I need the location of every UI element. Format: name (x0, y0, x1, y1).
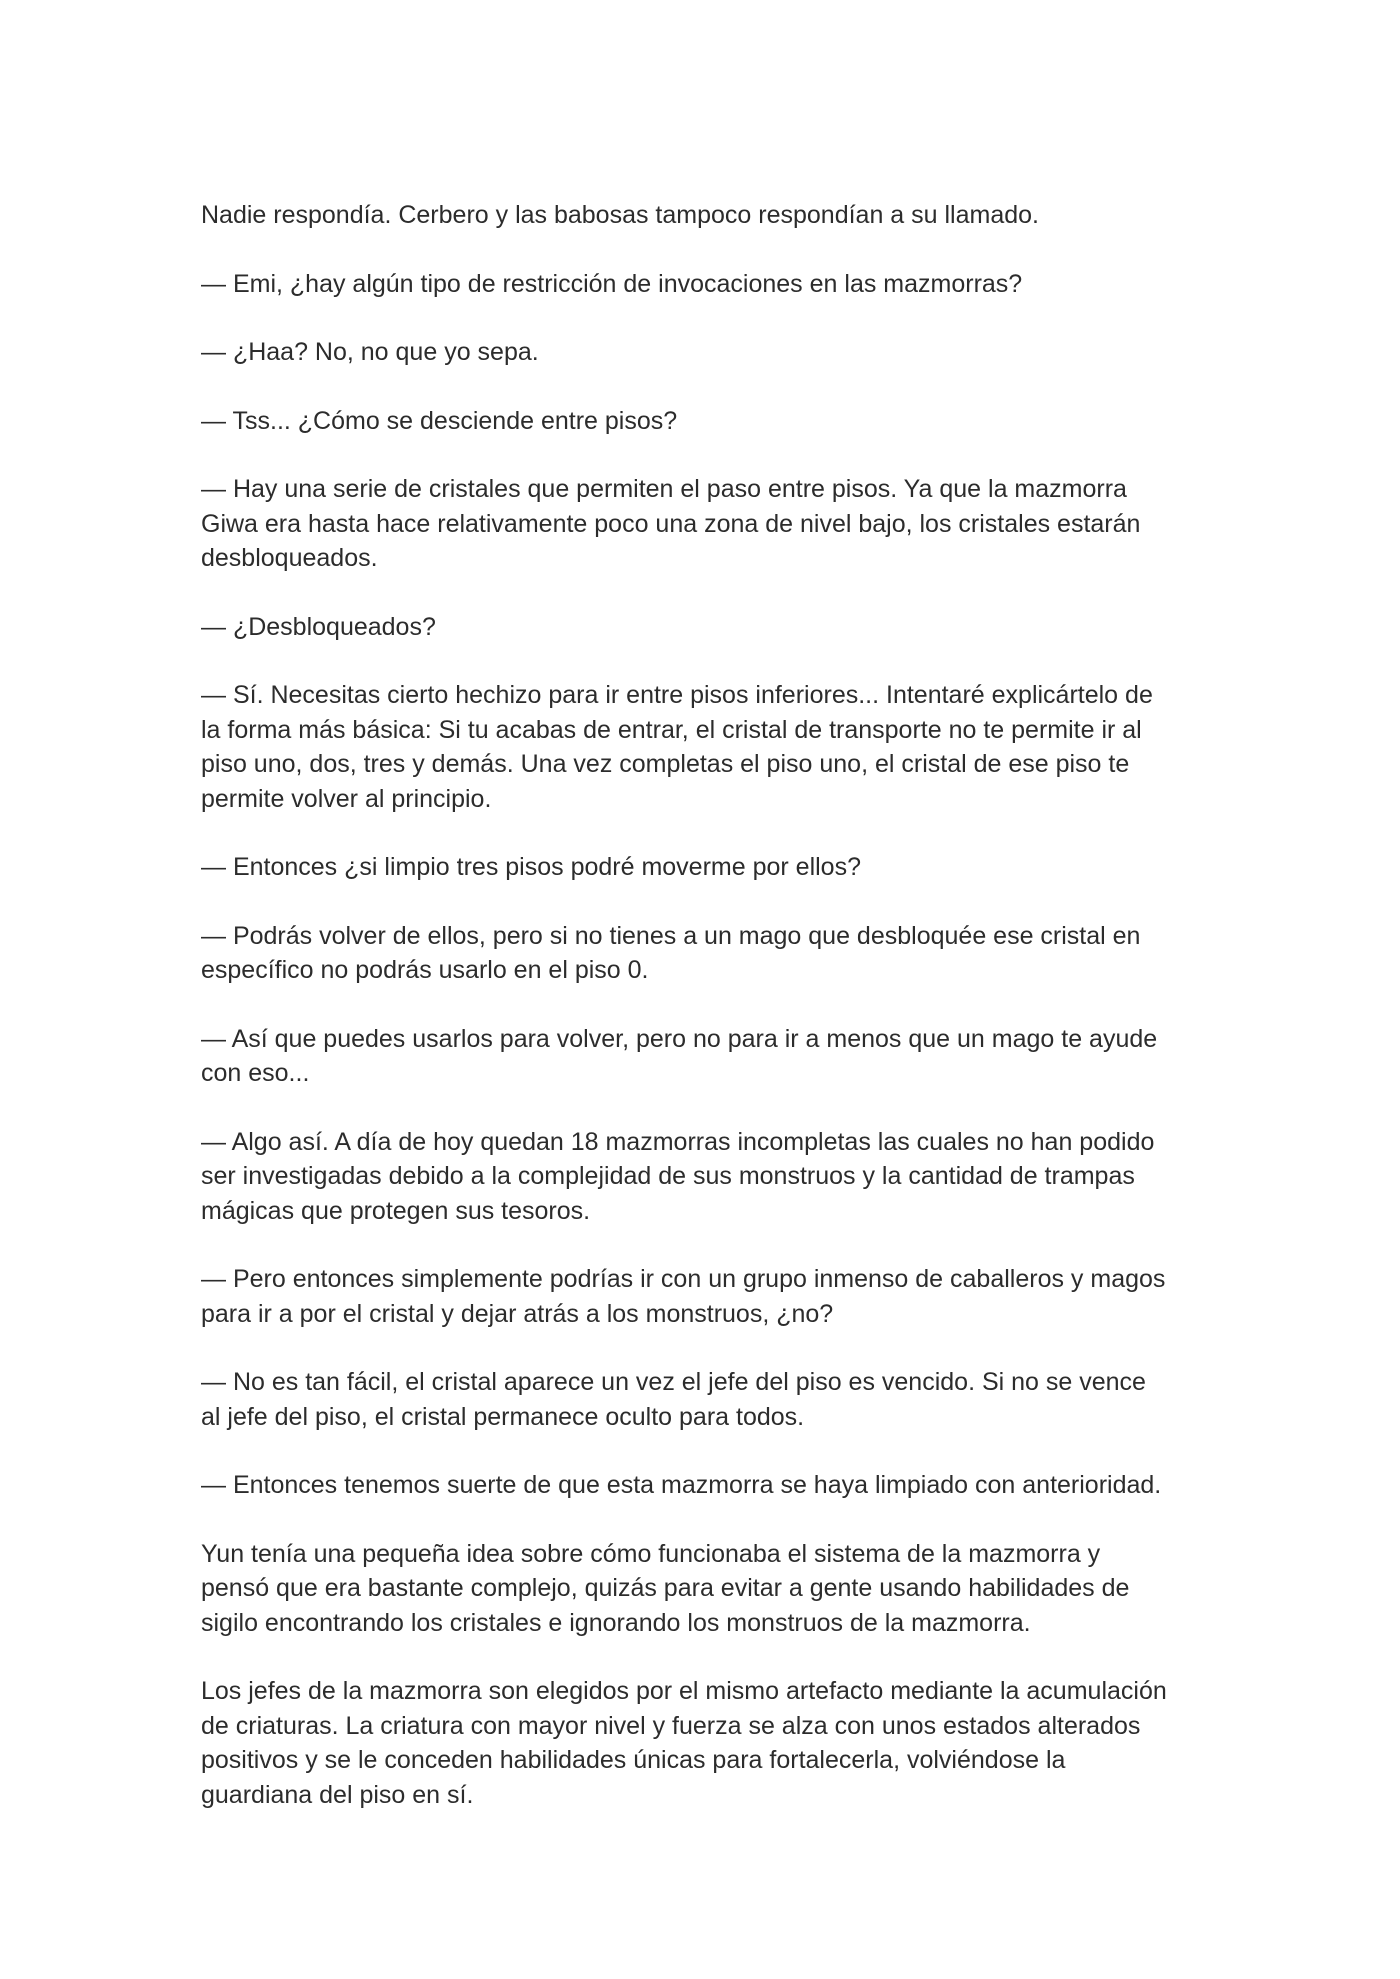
paragraph-dialogue: — Hay una serie de cristales que permiten el paso entre pisos. Ya que la mazmorra Giwa era hasta hace relativamente poco una zona de nivel bajo, los cristales estarán desbloqueados. (201, 475, 1141, 572)
paragraph-narration: Los jefes de la mazmorra son elegidos por el mismo artefacto mediante la acumulación de criaturas. La criatura con mayor nivel y fuerza se alza con unos estados alterados positivos y se le conceden habilidades únicas para fortalecerla, volviéndose la guardiana del piso en sí. (201, 1677, 1167, 1809)
paragraph-dialogue: — ¿Desbloqueados? (201, 612, 436, 641)
paragraph-dialogue: — Entonces ¿si limpio tres pisos podré moverme por ellos? (201, 853, 861, 881)
paragraph-dialogue: — Así que puedes usarlos para volver, pero no para ir a menos que un mago te ayude con eso... (201, 1024, 1158, 1087)
paragraph-dialogue: — Emi, ¿hay algún tipo de restricción de invocaciones en las mazmorras? (201, 269, 1023, 298)
paragraph-dialogue: — Sí. Necesitas cierto hechizo para ir entre pisos inferiores... Intentaré explicártelo de la forma más básica: Si tu acabas de entrar, el cristal de transporte no te permite ir al piso uno, dos, tres y demás. Una vez completas el piso uno, el cristal de ese piso te permite volver al principio. (201, 681, 1153, 813)
paragraph-dialogue: — Podrás volver de ellos, pero si no tienes a un mago que desbloquée ese cristal en específico no podrás usarlo en el piso 0. (201, 921, 1141, 984)
paragraph-dialogue: — Entonces tenemos suerte de que esta mazmorra se haya limpiado con anterioridad. (201, 1471, 1162, 1499)
document-body (201, 198, 1211, 1846)
paragraph-narration: Yun tenía una pequeña idea sobre cómo funcionaba el sistema de la mazmorra y pensó que era bastante complejo, quizás para evitar a gente usando habilidades de sigilo encontrando los cristales e ignorando los monstruos de la mazmorra. (201, 1539, 1130, 1637)
paragraph-dialogue: — No es tan fácil, el cristal aparece un vez el jefe del piso es vencido. Si no se vence al jefe del piso, el cristal permanece oculto para todos. (201, 1368, 1146, 1431)
paragraph-narration: Nadie respondía. Cerbero y las babosas tampoco respondían a su llamado. (201, 201, 1040, 229)
paragraph-dialogue: — Algo así. A día de hoy quedan 18 mazmorras incompletas las cuales no han podido ser investigadas debido a la complejidad de sus monstruos y la cantidad de trampas mágicas que protegen sus tesoros. (201, 1127, 1155, 1225)
paragraph-dialogue: — ¿Haa? No, no que yo sepa. (201, 338, 539, 366)
paragraph-dialogue: — Tss... ¿Cómo se desciende entre pisos? (201, 406, 678, 435)
paragraph-dialogue: — Pero entonces simplemente podrías ir con un grupo inmenso de caballeros y magos para ir a por el cristal y dejar atrás a los monstruos, ¿no? (201, 1265, 1166, 1328)
